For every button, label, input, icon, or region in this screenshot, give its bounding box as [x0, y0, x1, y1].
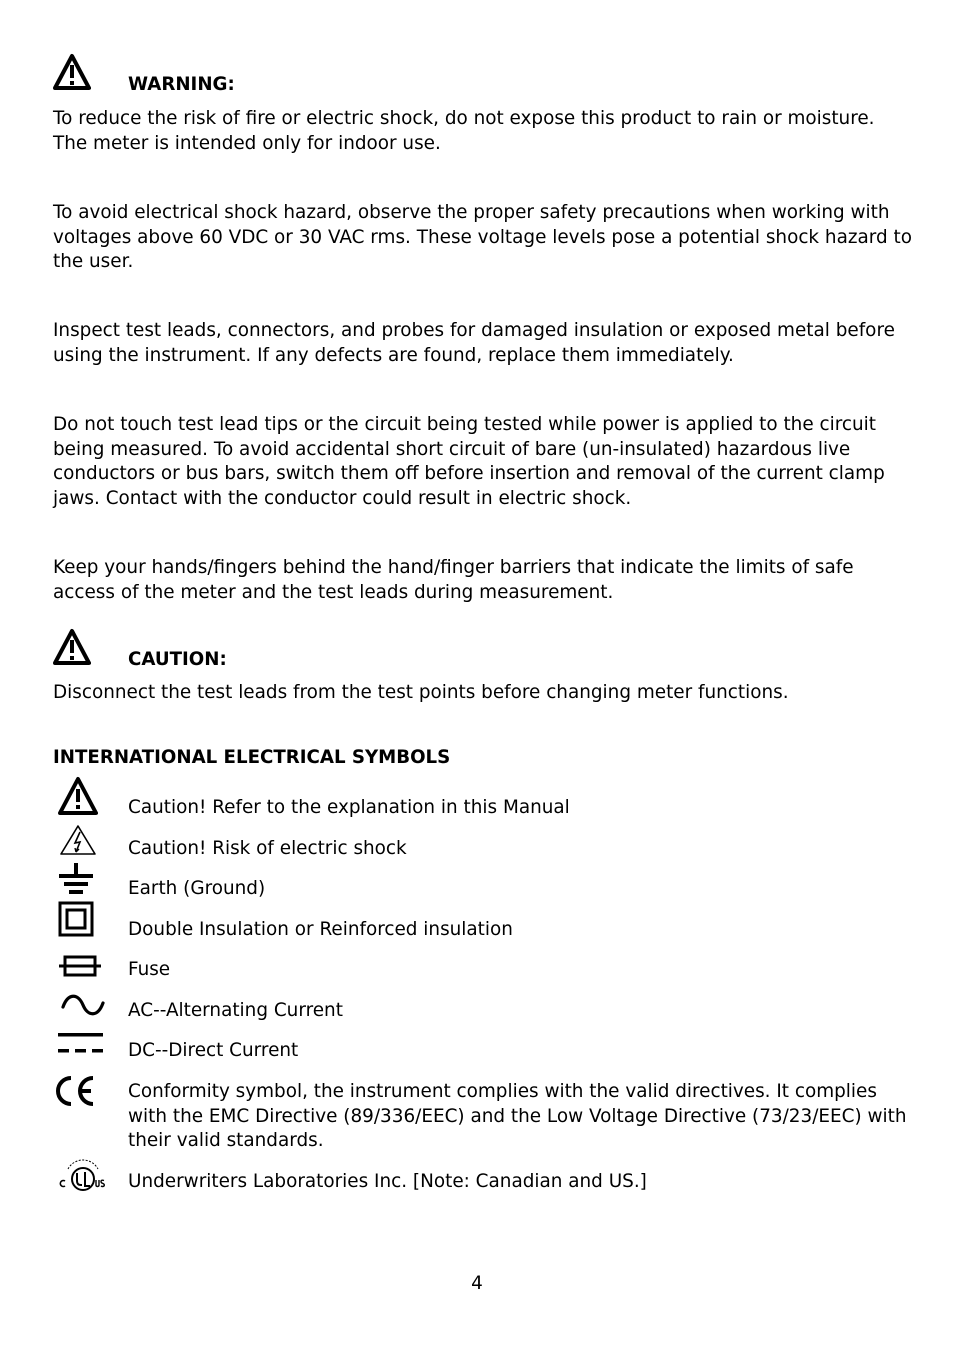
warning-heading: WARNING:	[128, 74, 235, 95]
warning-paragraph: To reduce the risk of fire or electric shock, do not expose this product to rain or moisture. The meter is intended only for indoor use.	[53, 108, 875, 154]
warning-paragraph: Inspect test leads, connectors, and probes for damaged insulation or exposed metal before using the instrument. If any defects are found, replace them immediately.	[53, 320, 895, 366]
caution-triangle-icon	[53, 628, 91, 666]
double-insulation-icon	[58, 901, 94, 937]
symbols-heading: INTERNATIONAL ELECTRICAL SYMBOLS	[53, 747, 451, 768]
ac-icon	[60, 993, 106, 1017]
caution-triangle-icon	[58, 776, 98, 816]
warning-paragraph: Do not touch test lead tips or the circuit being tested while power is applied to the circuit being measured. To avoid accidental short circuit of bare (un-insulated) hazardous live conductors or bus bars, switch them off before insertion and removal of the current clamp jaws. Contact with the conductor could result in electric shock.	[53, 414, 885, 509]
dc-icon	[58, 1031, 104, 1057]
symbol-label: Caution! Refer to the explanation in this Manual	[128, 797, 570, 818]
earth-ground-icon	[58, 862, 94, 898]
fuse-icon	[58, 954, 102, 978]
symbol-label: Underwriters Laboratories Inc. [Note: Canadian and US.]	[128, 1171, 647, 1192]
caution-heading: CAUTION:	[128, 649, 227, 670]
symbol-label: Double Insulation or Reinforced insulation	[128, 919, 513, 940]
symbol-label: Caution! Risk of electric shock	[128, 838, 407, 859]
symbol-label: Earth (Ground)	[128, 878, 266, 899]
electric-shock-icon	[59, 824, 97, 856]
warning-paragraph: Keep your hands/fingers behind the hand/finger barriers that indicate the limits of safe access of the meter and the test leads during measurement.	[53, 557, 854, 603]
symbol-label: DC--Direct Current	[128, 1040, 299, 1061]
warning-triangle-icon	[53, 53, 91, 91]
symbol-label: Fuse	[128, 959, 171, 980]
page-number: 4	[471, 1273, 483, 1294]
ul-mark-icon	[59, 1157, 107, 1195]
caution-text: Disconnect the test leads from the test points before changing meter functions.	[53, 682, 789, 703]
symbol-label: Conformity symbol, the instrument complies with the valid directives. It complies with the EMC Directive (89/336/EEC) and the Low Voltage Directive (73/23/EEC) with their valid standards.	[128, 1081, 907, 1152]
ce-mark-icon	[53, 1074, 97, 1108]
symbol-label: AC--Alternating Current	[128, 1000, 343, 1021]
warning-paragraph: To avoid electrical shock hazard, observe the proper safety precautions when working with voltages above 60 VDC or 30 VAC rms. These voltage levels pose a potential shock hazard to the user.	[53, 202, 912, 273]
